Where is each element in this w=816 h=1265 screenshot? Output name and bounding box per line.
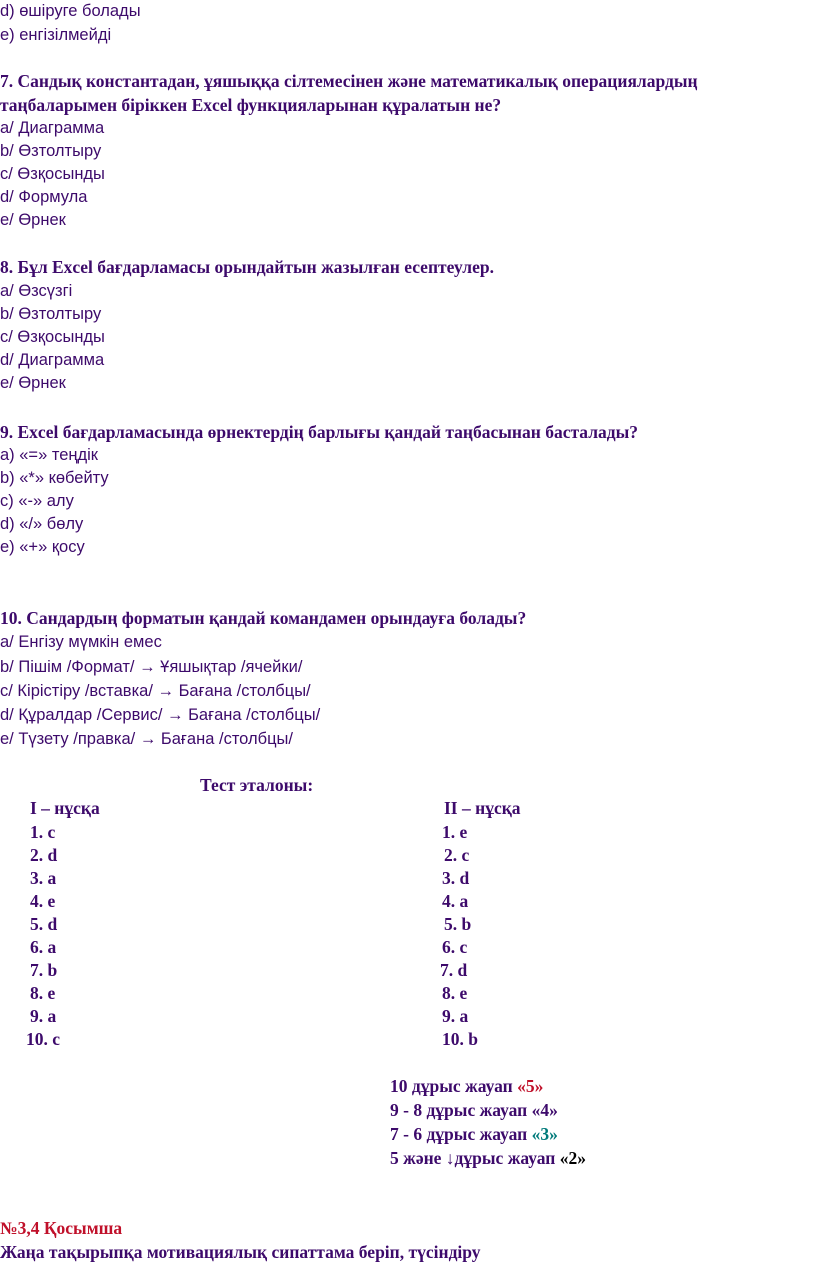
q7-option-d: d/ Формула <box>0 188 88 206</box>
v1-answer: 7. b <box>30 960 58 980</box>
option-e: e) енгізілмейді <box>0 26 112 44</box>
grade-value: «3» <box>531 1124 558 1144</box>
q7-option-e: e/ Өрнек <box>0 211 66 229</box>
q9-option-d: d) «/» бөлу <box>0 515 84 533</box>
grade-row-3 <box>390 1123 558 1145</box>
v1-answer: 1. c <box>30 822 56 842</box>
v2-answer: 6. c <box>442 937 468 957</box>
question-7-title: 7. Сандық константадан, ұяшыққа сілтемесінен және математикалық операциялардың <box>0 71 698 91</box>
v1-answer: 2. d <box>30 845 58 865</box>
q8-option-b: b/ Өзтолтыру <box>0 305 102 323</box>
v2-answer: 7. d <box>440 960 468 980</box>
question-8-title: 8. Бұл Excel бағдарламасы орындайтын жазылған есептеулер. <box>0 257 494 277</box>
q9-option-b: b) «*» көбейту <box>0 469 109 487</box>
q10-option-b: b/ Пішім /Формат/ → Ұяшықтар /ячейки/ <box>0 658 303 676</box>
q8-option-d: d/ Диаграмма <box>0 351 105 369</box>
grade-row-text: 7 - 6 дұрыс жауап <box>390 1124 532 1144</box>
v1-answer: 3. a <box>30 868 57 888</box>
v2-answer: 4. a <box>442 891 469 911</box>
grade-row-text: 5 және ↓дұрыс жауап <box>390 1148 560 1168</box>
q7-option-c: c/ Өзқосынды <box>0 165 105 183</box>
v2-answer: 3. d <box>442 868 470 888</box>
q9-option-a: a) «=» теңдік <box>0 446 99 464</box>
v2-answer: 10. b <box>442 1029 478 1049</box>
q9-option-e: e) «+» қосу <box>0 538 85 556</box>
question-10-title: 10. Сандардың форматын қандай командамен орындауға болады? <box>0 608 527 628</box>
option-d: d) өшіруге болады <box>0 2 141 20</box>
v1-answer: 9. a <box>30 1006 57 1026</box>
q8-option-c: c/ Өзқосынды <box>0 328 105 346</box>
q9-option-c: c) «-» алу <box>0 492 74 510</box>
variant-1-title: I – нұсқа <box>30 798 100 818</box>
q10-option-e: e/ Түзету /правка/ → Бағана /столбцы/ <box>0 730 293 748</box>
grade-row-text: 10 дұрыс жауап <box>390 1076 518 1096</box>
v2-answer: 9. a <box>442 1006 469 1026</box>
v2-answer: 1. e <box>442 822 468 842</box>
v2-answer: 2. c <box>444 845 470 865</box>
v1-answer: 4. e <box>30 891 56 911</box>
v1-answer: 10. c <box>26 1029 61 1049</box>
appendix-subtitle: Жаңа тақырыпқа мотивациялық сипаттама беріп, түсіндіру <box>0 1242 481 1262</box>
grade-value: «5» <box>517 1076 544 1096</box>
v2-answer: 8. e <box>442 983 468 1003</box>
q7-option-a: a/ Диаграмма <box>0 119 105 137</box>
v1-answer: 6. a <box>30 937 57 957</box>
grade-value: «2» <box>559 1148 586 1168</box>
grade-row-2 <box>390 1147 586 1169</box>
q10-option-c: c/ Кірістіру /вставка/ → Бағана /столбцы/ <box>0 682 311 700</box>
answer-key-title: Тест эталоны: <box>200 775 314 795</box>
question-7-title-cont: таңбаларымен біріккен Excel функцияларынан құралатын не? <box>0 95 502 115</box>
v1-answer: 8. e <box>30 983 56 1003</box>
q8-option-a: a/ Өзсүзгі <box>0 282 73 300</box>
v1-answer: 5. d <box>30 914 58 934</box>
q7-option-b: b/ Өзтолтыру <box>0 142 102 160</box>
q10-option-d: d/ Құралдар /Сервис/ → Бағана /столбцы/ <box>0 706 321 724</box>
appendix-title: №3,4 Қосымша <box>0 1218 123 1238</box>
grade-row-5 <box>390 1075 543 1097</box>
q8-option-e: e/ Өрнек <box>0 374 66 392</box>
q10-option-a: a/ Енгізу мүмкін емес <box>0 633 162 651</box>
variant-2-title: II – нұсқа <box>444 798 521 818</box>
grade-row-4: 9 - 8 дұрыс жауап «4» <box>390 1100 558 1120</box>
v2-answer: 5. b <box>444 914 472 934</box>
question-9-title: 9. Excel бағдарламасында өрнектердің барлығы қандай таңбасынан басталады? <box>0 422 639 442</box>
